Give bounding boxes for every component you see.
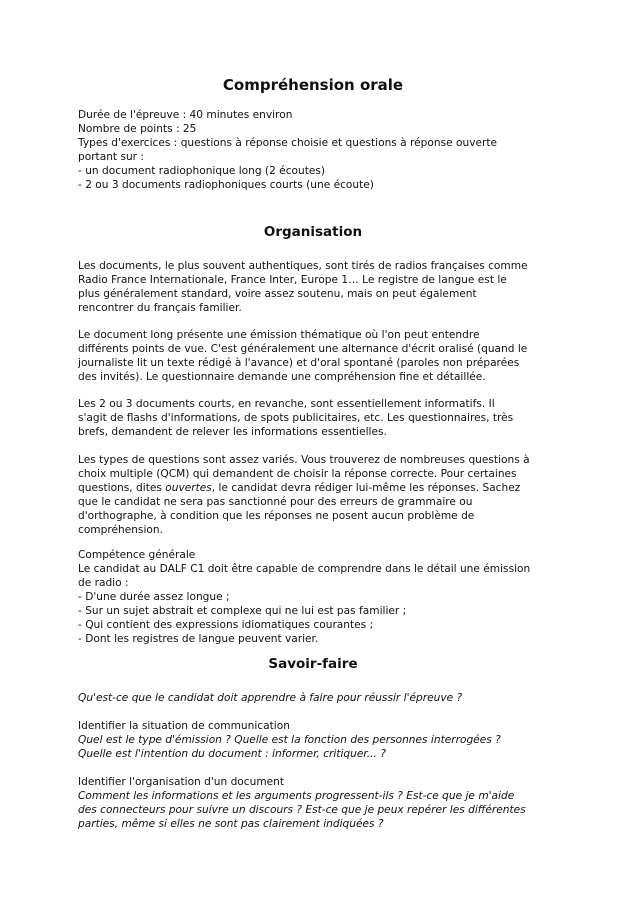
organisation-heading: Organisation — [263, 224, 363, 240]
intro-block — [78, 108, 548, 192]
list-item: - Dont les registres de langue peuvent varier. — [78, 633, 319, 645]
text-line: parties, même si elles ne sont pas clairement indiquées ? — [78, 818, 384, 830]
text-line: s'agit de flashs d'informations, de spots publicitaires, etc. Les questionnaires, très — [78, 412, 514, 424]
organisation-paragraph-3 — [78, 397, 548, 439]
text-line: Comment les informations et les arguments progressent-ils ? Est-ce que je m'aide — [78, 790, 515, 802]
competence-heading: Compétence générale — [78, 549, 196, 561]
text-line: compréhension. — [78, 524, 163, 536]
text-line: Le candidat au DALF C1 doit être capable de comprendre dans le détail une émission — [78, 563, 531, 575]
text-line: Quel est le type d'émission ? Quelle est la fonction des personnes interrogées ? — [78, 734, 501, 746]
section-title: Identifier l'organisation d'un document — [78, 776, 285, 788]
savoir-faire-heading: Savoir-faire — [268, 656, 358, 672]
text-segment: , le candidat devra rédiger lui-même les réponses. Sachez — [211, 482, 521, 494]
text-line — [78, 481, 548, 495]
text-line: plus généralement standard, voire assez soutenu, mais on peut également — [78, 288, 477, 300]
text-line: Les documents, le plus souvent authentiques, sont tirés de radios françaises comme — [78, 260, 528, 272]
text-line: différents points de vue. C'est généralement une alternance d'écrit oralisé (quand le — [78, 343, 528, 355]
organisation-paragraph-1 — [78, 259, 548, 315]
text-line: rencontrer du français familier. — [78, 302, 242, 314]
text-line: que le candidat ne sera pas sanctionné pour des erreurs de grammaire ou — [78, 496, 473, 508]
short-documents-item: - 2 ou 3 documents radiophoniques courts (une écoute) — [78, 179, 374, 191]
exercise-types-line-cont: portant sur : — [78, 151, 144, 163]
duration-line: Durée de l'épreuve : 40 minutes environ — [78, 109, 293, 121]
long-document-item: - un document radiophonique long (2 écoutes) — [78, 165, 326, 177]
organisation-document-section — [78, 775, 548, 831]
text-line: Qu'est-ce que le candidat doit apprendre à faire pour réussir l'épreuve ? — [78, 692, 463, 704]
text-line: Les 2 ou 3 documents courts, en revanche, sont essentiellement informatifs. Il — [78, 398, 495, 410]
savoir-faire-question — [78, 691, 548, 705]
emphasis-text: ouvertes — [165, 482, 212, 494]
exercise-types-line: Types d'exercices : questions à réponse choisie et questions à réponse ouverte — [78, 137, 498, 149]
text-line: Radio France Internationale, France Inter, Europe 1… Le registre de langue est le — [78, 274, 507, 286]
page-title: Compréhension orale — [222, 76, 404, 94]
organisation-paragraph-4 — [78, 453, 548, 537]
text-line: des invités). Le questionnaire demande une compréhension fine et détaillée. — [78, 371, 486, 383]
text-line: Le document long présente une émission thématique où l'on peut entendre — [78, 329, 480, 341]
text-line: journaliste lit un texte rédigé à l'avance) et d'oral spontané (paroles non préparées — [78, 357, 520, 369]
section-title: Identifier la situation de communication — [78, 720, 290, 732]
text-line: d'orthographe, à condition que les réponses ne posent aucun problème de — [78, 510, 475, 522]
text-line: des connecteurs pour suivre un discours ? Est-ce que je peux repérer les différentes — [78, 804, 526, 816]
text-line: brefs, demandent de relever les informations essentielles. — [78, 426, 387, 438]
list-item: - Qui contient des expressions idiomatiques courantes ; — [78, 619, 374, 631]
text-line: choix multiple (QCM) qui demandent de choisir la réponse correcte. Pour certaines — [78, 468, 517, 480]
text-segment: questions, dites — [78, 482, 166, 494]
text-line: Quelle est l'intention du document : informer, critiquer... ? — [78, 748, 386, 760]
communication-section — [78, 719, 548, 761]
list-item: - D'une durée assez longue ; — [78, 591, 230, 603]
organisation-paragraph-2 — [78, 328, 548, 384]
list-item: - Sur un sujet abstrait et complexe qui ne lui est pas familier ; — [78, 605, 407, 617]
text-line: de radio : — [78, 577, 129, 589]
points-line: Nombre de points : 25 — [78, 123, 197, 135]
text-line: Les types de questions sont assez variés. Vous trouverez de nombreuses questions à — [78, 454, 530, 466]
competence-block — [78, 548, 548, 646]
